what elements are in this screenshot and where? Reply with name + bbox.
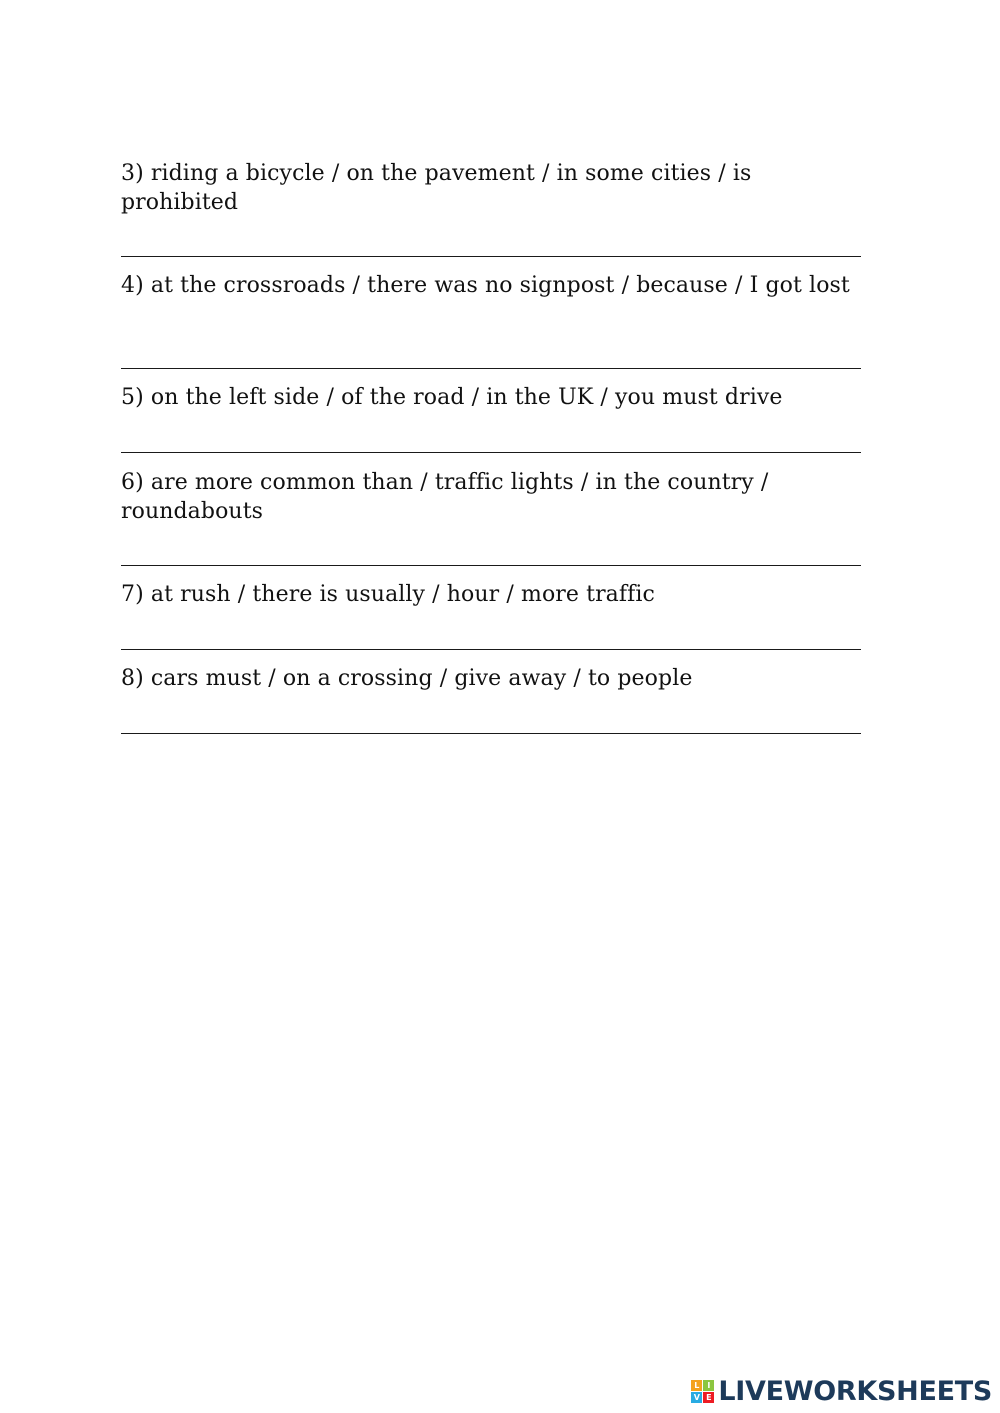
logo-letter: I [703, 1380, 714, 1391]
answer-line-7[interactable] [121, 649, 861, 650]
exercise-text: are more common than / traffic lights / in the country / roundabouts [121, 470, 769, 524]
worksheet [121, 160, 861, 749]
logo-letter: L [691, 1380, 702, 1391]
exercise-item-6 [121, 469, 861, 581]
exercise-prompt [121, 581, 655, 610]
exercise-item-4 [121, 272, 861, 384]
logo-letter: E [703, 1392, 714, 1403]
exercise-prompt [121, 272, 850, 301]
exercise-item-3 [121, 160, 861, 272]
liveworksheets-logo-icon [691, 1380, 714, 1403]
exercise-prompt [121, 469, 861, 526]
exercise-item-7 [121, 581, 861, 665]
answer-line-3[interactable] [121, 256, 861, 257]
exercise-prompt [121, 384, 783, 413]
exercise-text: at the crossroads / there was no signpost / because / I got lost [150, 273, 850, 298]
answer-line-8[interactable] [121, 733, 861, 734]
exercise-text: riding a bicycle / on the pavement / in some cities / is prohibited [121, 161, 752, 215]
answer-line-5[interactable] [121, 452, 861, 453]
brand-name: LIVEWORKSHEETS [718, 1376, 992, 1407]
exercise-number: 4) [121, 273, 144, 298]
exercise-item-5 [121, 384, 861, 469]
answer-line-6[interactable] [121, 565, 861, 566]
exercise-number: 6) [121, 470, 144, 495]
exercise-number: 3) [121, 161, 144, 186]
exercise-number: 7) [121, 582, 144, 607]
exercise-text: on the left side / of the road / in the UK / you must drive [150, 385, 783, 410]
exercise-text: cars must / on a crossing / give away / to people [150, 666, 693, 691]
exercise-number: 5) [121, 385, 144, 410]
exercise-prompt [121, 160, 861, 217]
exercise-item-8 [121, 665, 861, 749]
answer-line-4[interactable] [121, 368, 861, 369]
exercise-number: 8) [121, 666, 144, 691]
exercise-prompt [121, 665, 692, 694]
exercise-text: at rush / there is usually / hour / more traffic [150, 582, 655, 607]
logo-letter: V [691, 1392, 702, 1403]
liveworksheets-brand[interactable] [691, 1376, 992, 1407]
